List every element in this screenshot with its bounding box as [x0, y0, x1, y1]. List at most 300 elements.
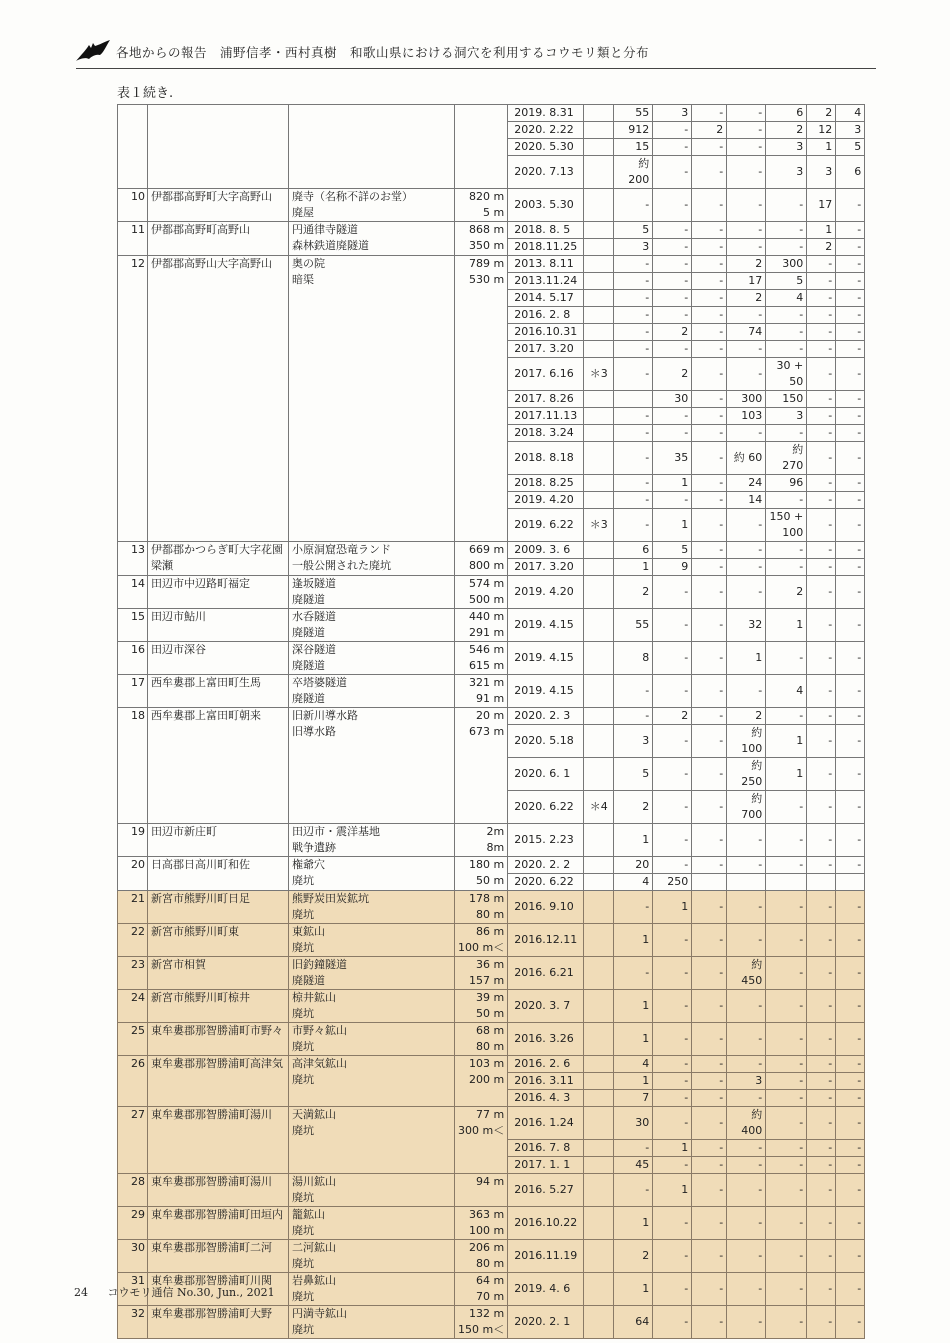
count-cell: -: [766, 324, 807, 341]
site-name-cell: [289, 675, 455, 708]
count-cell: -: [807, 324, 836, 341]
count-cell: -: [836, 1140, 865, 1157]
count-cell: -: [766, 891, 807, 924]
site-name-line: 旧釣鐘隧道: [292, 958, 347, 971]
survey-date-cell: 2016. 9.10: [508, 891, 584, 924]
count-cell: 2: [614, 791, 653, 824]
count-cell: -: [653, 408, 692, 425]
site-name-line: 椋井鉱山: [292, 991, 336, 1004]
count-cell: -: [807, 425, 836, 442]
altitude-length-line: 321 m: [469, 676, 505, 689]
count-cell: -: [807, 1207, 836, 1240]
altitude-length-cell: [455, 256, 508, 542]
count-cell: 35: [653, 442, 692, 475]
count-cell: -: [807, 609, 836, 642]
altitude-length-line: 789 m: [469, 257, 505, 270]
table-row: [118, 708, 865, 725]
count-cell: 1: [653, 475, 692, 492]
survey-date-cell: 2019. 4.15: [508, 609, 584, 642]
note-cell: [584, 408, 614, 425]
altitude-length-line: 178 m: [469, 892, 505, 905]
count-cell: -: [836, 391, 865, 408]
survey-date-cell: 2013.11.24: [508, 273, 584, 290]
count-cell: -: [807, 708, 836, 725]
count-cell: -: [692, 1240, 727, 1273]
bat-logo-icon: [76, 40, 110, 62]
altitude-length-line: 39 m: [476, 991, 505, 1004]
count-cell: 150: [766, 391, 807, 408]
count-cell: -: [766, 924, 807, 957]
table-row: [118, 891, 865, 924]
site-name-line: 廃寺（名称不詳のお堂）: [292, 190, 413, 203]
count-cell: -: [766, 341, 807, 358]
count-cell: -: [836, 891, 865, 924]
count-cell: -: [836, 239, 865, 256]
count-cell: -: [807, 1090, 836, 1107]
count-cell: -: [766, 990, 807, 1023]
survey-date-cell: 2017. 3.20: [508, 559, 584, 576]
count-cell: -: [727, 358, 766, 391]
table-caption: 表１続き.: [117, 86, 174, 101]
count-cell: -: [692, 675, 727, 708]
count-cell: -: [692, 542, 727, 559]
count-cell: -: [692, 509, 727, 542]
note-cell: [584, 891, 614, 924]
count-cell: -: [692, 1174, 727, 1207]
count-cell: 4: [614, 1056, 653, 1073]
survey-date-cell: 2016.11.19: [508, 1240, 584, 1273]
site-name-line: 水呑隧道: [292, 610, 336, 623]
count-cell: -: [692, 408, 727, 425]
location-cell: 田辺市中辺路町福定: [148, 576, 289, 609]
location-cell: 伊都郡高野町高野山: [148, 222, 289, 256]
altitude-length-cell: [455, 105, 508, 189]
count-cell: -: [766, 425, 807, 442]
survey-date-cell: 2017. 3.20: [508, 341, 584, 358]
note-cell: [584, 139, 614, 156]
note-cell: [584, 105, 614, 122]
site-name-line: 廃坑: [292, 1073, 314, 1086]
count-cell: -: [653, 307, 692, 324]
count-cell: 3: [766, 408, 807, 425]
note-cell: [584, 307, 614, 324]
count-cell: -: [614, 891, 653, 924]
survey-date-cell: 2018. 8. 5: [508, 222, 584, 239]
count-cell: 3: [766, 139, 807, 156]
count-cell: -: [614, 324, 653, 341]
count-cell: 1: [614, 1273, 653, 1306]
altitude-length-line: 64 m: [476, 1274, 505, 1287]
survey-date-cell: 2017.11.13: [508, 408, 584, 425]
count-cell: -: [614, 957, 653, 990]
survey-date-cell: 2020. 6.22: [508, 791, 584, 824]
count-cell: -: [727, 1306, 766, 1339]
site-name-cell: [289, 1207, 455, 1240]
count-cell: 32: [727, 609, 766, 642]
count-cell: 4: [614, 874, 653, 891]
count-cell: -: [614, 509, 653, 542]
count-cell: -: [692, 105, 727, 122]
altitude-length-line: 2m: [486, 825, 505, 838]
count-cell: 1: [766, 609, 807, 642]
count-cell: -: [807, 290, 836, 307]
count-cell: -: [836, 824, 865, 857]
survey-date-cell: 2018. 3.24: [508, 425, 584, 442]
count-cell: -: [653, 758, 692, 791]
count-cell: -: [807, 1306, 836, 1339]
count-cell: -: [766, 1090, 807, 1107]
count-cell: -: [727, 105, 766, 122]
count-cell: -: [836, 609, 865, 642]
count-cell: -: [766, 957, 807, 990]
site-name-cell: [289, 1056, 455, 1107]
site-name-cell: [289, 857, 455, 891]
count-cell: -: [766, 1140, 807, 1157]
table-row: [118, 1207, 865, 1240]
page-footer: [74, 1284, 275, 1300]
note-cell: [584, 156, 614, 189]
note-cell: [584, 542, 614, 559]
count-cell: -: [692, 1107, 727, 1140]
row-number-cell: 11: [118, 222, 148, 256]
survey-date-cell: 2016. 2. 6: [508, 1056, 584, 1073]
count-cell: 約 270: [766, 442, 807, 475]
count-cell: 17: [807, 189, 836, 222]
site-name-cell: [289, 189, 455, 222]
altitude-length-line: 50 m: [476, 874, 505, 887]
note-cell: [584, 290, 614, 307]
journal-name: コウモリ通信 No.30, Jun., 2021: [107, 1286, 275, 1299]
site-name-cell: [289, 222, 455, 256]
site-name-line: 市野々鉱山: [292, 1024, 347, 1037]
count-cell: -: [727, 1207, 766, 1240]
count-cell: -: [836, 324, 865, 341]
count-cell: -: [653, 642, 692, 675]
site-name-line: 奥の院: [292, 257, 325, 270]
note-cell: [584, 492, 614, 509]
site-name-cell: [289, 708, 455, 824]
count-cell: 2: [653, 358, 692, 391]
count-cell: -: [807, 1240, 836, 1273]
location-cell: 東牟婁郡那智勝浦町湯川: [148, 1107, 289, 1174]
count-cell: -: [807, 725, 836, 758]
table-row: [118, 642, 865, 675]
count-cell: -: [653, 290, 692, 307]
site-name-line: 天満鉱山: [292, 1108, 336, 1121]
count-cell: -: [836, 1157, 865, 1174]
count-cell: -: [727, 307, 766, 324]
count-cell: -: [836, 475, 865, 492]
survey-date-cell: 2020. 5.30: [508, 139, 584, 156]
site-name-line: 旧導水路: [292, 725, 336, 738]
note-cell: [584, 1174, 614, 1207]
site-name-line: 廃隧道: [292, 974, 325, 987]
altitude-length-cell: [455, 1023, 508, 1056]
count-cell: -: [727, 542, 766, 559]
altitude-length-line: 574 m: [469, 577, 505, 590]
count-cell: -: [692, 391, 727, 408]
survey-date-cell: 2016. 7. 8: [508, 1140, 584, 1157]
count-cell: -: [766, 542, 807, 559]
count-cell: -: [836, 708, 865, 725]
count-cell: -: [807, 273, 836, 290]
count-cell: -: [692, 957, 727, 990]
altitude-length-line: 820 m: [469, 190, 505, 203]
altitude-length-line: 180 m: [469, 858, 505, 871]
count-cell: 約 400: [727, 1107, 766, 1140]
count-cell: -: [836, 1056, 865, 1073]
altitude-length-line: 868 m: [469, 223, 505, 236]
site-name-line: 森林鉄道廃隧道: [292, 239, 369, 252]
count-cell: -: [766, 642, 807, 675]
table-row: [118, 990, 865, 1023]
count-cell: -: [836, 1107, 865, 1140]
count-cell: -: [653, 425, 692, 442]
count-cell: -: [836, 290, 865, 307]
header-title: 各地からの報告 浦野信孝・西村真樹 和歌山県における洞穴を利用するコウモリ類と分布: [116, 45, 650, 60]
count-cell: [766, 874, 807, 891]
site-name-line: 小原洞窟恐竜ランド: [292, 543, 391, 556]
survey-date-cell: 2020. 3. 7: [508, 990, 584, 1023]
count-cell: -: [807, 1107, 836, 1140]
survey-date-cell: 2014. 5.17: [508, 290, 584, 307]
count-cell: -: [614, 273, 653, 290]
count-cell: -: [836, 1273, 865, 1306]
count-cell: -: [692, 990, 727, 1023]
survey-date-cell: 2017. 6.16: [508, 358, 584, 391]
location-cell: 東牟婁郡那智勝浦町田垣内: [148, 1207, 289, 1240]
site-name-line: 戦争遺跡: [292, 841, 336, 854]
table-row: [118, 105, 865, 122]
count-cell: -: [807, 559, 836, 576]
count-cell: -: [692, 1140, 727, 1157]
count-cell: -: [653, 1090, 692, 1107]
altitude-length-line: 363 m: [469, 1208, 505, 1221]
site-name-line: 廃隧道: [292, 659, 325, 672]
count-cell: 3: [807, 156, 836, 189]
count-cell: -: [692, 609, 727, 642]
location-cell: 伊都郡かつらぎ町大字花園 梁瀬: [148, 542, 289, 576]
survey-date-cell: 2019. 4. 6: [508, 1273, 584, 1306]
count-cell: 1: [614, 1023, 653, 1056]
survey-date-cell: 2019. 6.22: [508, 509, 584, 542]
count-cell: -: [836, 957, 865, 990]
count-cell: -: [653, 139, 692, 156]
survey-date-cell: 2016. 2. 8: [508, 307, 584, 324]
survey-date-cell: 2020. 6.22: [508, 874, 584, 891]
count-cell: -: [614, 189, 653, 222]
site-name-line: 円満寺鉱山: [292, 1307, 347, 1320]
location-cell: 西牟婁郡上富田町朝来: [148, 708, 289, 824]
count-cell: 912: [614, 122, 653, 139]
note-cell: [584, 924, 614, 957]
count-cell: -: [727, 341, 766, 358]
count-cell: -: [653, 222, 692, 239]
count-cell: -: [836, 857, 865, 874]
note-cell: [584, 256, 614, 273]
count-cell: -: [692, 139, 727, 156]
count-cell: 1: [614, 1073, 653, 1090]
count-cell: 8: [614, 642, 653, 675]
altitude-length-line: 100 m＜: [458, 941, 505, 954]
count-cell: 6: [766, 105, 807, 122]
count-cell: -: [836, 542, 865, 559]
location-cell: 東牟婁郡那智勝浦町湯川: [148, 1174, 289, 1207]
survey-date-cell: 2013. 8.11: [508, 256, 584, 273]
altitude-length-line: 94 m: [476, 1175, 505, 1188]
site-name-cell: [289, 1174, 455, 1207]
row-number-cell: 12: [118, 256, 148, 542]
count-cell: 1: [727, 642, 766, 675]
survey-date-cell: 2020. 2. 1: [508, 1306, 584, 1339]
row-number-cell: 20: [118, 857, 148, 891]
survey-date-cell: 2016. 3.26: [508, 1023, 584, 1056]
altitude-length-line: 132 m: [469, 1307, 505, 1320]
note-cell: [584, 324, 614, 341]
location-cell: 新宮市熊野川町椋井: [148, 990, 289, 1023]
site-name-cell: [289, 609, 455, 642]
count-cell: -: [807, 791, 836, 824]
count-cell: -: [692, 324, 727, 341]
count-cell: -: [807, 824, 836, 857]
table-row: [118, 222, 865, 239]
altitude-length-line: 8m: [486, 841, 505, 854]
count-cell: -: [614, 256, 653, 273]
survey-date-cell: 2016. 1.24: [508, 1107, 584, 1140]
count-cell: -: [766, 1273, 807, 1306]
count-cell: -: [836, 576, 865, 609]
count-cell: -: [836, 408, 865, 425]
count-cell: -: [614, 475, 653, 492]
site-name-cell: [289, 1023, 455, 1056]
count-cell: -: [653, 492, 692, 509]
count-cell: -: [807, 576, 836, 609]
altitude-length-cell: [455, 642, 508, 675]
count-cell: 3: [836, 122, 865, 139]
site-name-line: 廃坑: [292, 874, 314, 887]
count-cell: -: [653, 609, 692, 642]
note-cell: [584, 725, 614, 758]
count-cell: -: [807, 675, 836, 708]
note-cell: [584, 425, 614, 442]
count-cell: -: [653, 273, 692, 290]
altitude-length-line: 440 m: [469, 610, 505, 623]
count-cell: -: [692, 1056, 727, 1073]
count-cell: 5: [614, 758, 653, 791]
count-cell: 約 700: [727, 791, 766, 824]
count-cell: 3: [727, 1073, 766, 1090]
location-cell: 伊都郡高野山大字高野山: [148, 256, 289, 542]
altitude-length-line: 80 m: [476, 1257, 505, 1270]
count-cell: [614, 391, 653, 408]
survey-date-cell: 2020. 2. 3: [508, 708, 584, 725]
site-name-line: 廃坑: [292, 908, 314, 921]
count-cell: -: [653, 1240, 692, 1273]
count-cell: -: [766, 1157, 807, 1174]
count-cell: -: [807, 1273, 836, 1306]
count-cell: -: [727, 1140, 766, 1157]
altitude-length-cell: [455, 824, 508, 857]
altitude-length-cell: [455, 957, 508, 990]
row-number-cell: 23: [118, 957, 148, 990]
count-cell: 24: [727, 475, 766, 492]
count-cell: 2: [807, 105, 836, 122]
row-number-cell: 17: [118, 675, 148, 708]
altitude-length-line: 206 m: [469, 1241, 505, 1254]
location-cell: 新宮市熊野川町日足: [148, 891, 289, 924]
site-name-line: 廃隧道: [292, 692, 325, 705]
count-cell: 6: [836, 156, 865, 189]
count-cell: -: [653, 857, 692, 874]
note-cell: [584, 708, 614, 725]
count-cell: -: [653, 256, 692, 273]
note-cell: [584, 990, 614, 1023]
location-cell: 田辺市新庄町: [148, 824, 289, 857]
count-cell: -: [727, 675, 766, 708]
count-cell: -: [692, 1273, 727, 1306]
altitude-length-line: 157 m: [469, 974, 505, 987]
survey-date-cell: 2020. 2.22: [508, 122, 584, 139]
count-cell: -: [766, 824, 807, 857]
site-name-cell: [289, 957, 455, 990]
altitude-length-cell: [455, 924, 508, 957]
count-cell: -: [836, 358, 865, 391]
count-cell: 1: [614, 924, 653, 957]
location-cell: 東牟婁郡那智勝浦町市野々: [148, 1023, 289, 1056]
count-cell: -: [807, 408, 836, 425]
site-name-line: 廃坑: [292, 1323, 314, 1336]
location-cell: 田辺市深谷: [148, 642, 289, 675]
note-cell: [584, 1023, 614, 1056]
altitude-length-cell: [455, 1174, 508, 1207]
count-cell: -: [692, 1023, 727, 1056]
site-name-line: 廃坑: [292, 1257, 314, 1270]
table-row: [118, 1240, 865, 1273]
site-name-line: 廃坑: [292, 1007, 314, 1020]
count-cell: 3: [653, 105, 692, 122]
site-name-cell: [289, 990, 455, 1023]
count-cell: -: [766, 1306, 807, 1339]
altitude-length-line: 77 m: [476, 1108, 505, 1121]
altitude-length-cell: [455, 1306, 508, 1339]
site-name-cell: [289, 824, 455, 857]
count-cell: 3: [614, 725, 653, 758]
row-number-cell: 32: [118, 1306, 148, 1339]
site-name-line: 高津気鉱山: [292, 1057, 347, 1070]
location-cell: 東牟婁郡那智勝浦町川関: [148, 1273, 289, 1306]
count-cell: -: [836, 1207, 865, 1240]
altitude-length-cell: [455, 708, 508, 824]
count-cell: 250: [653, 874, 692, 891]
survey-date-cell: 2018.11.25: [508, 239, 584, 256]
note-cell: [584, 874, 614, 891]
count-cell: -: [766, 239, 807, 256]
count-cell: 1: [614, 1207, 653, 1240]
site-name-cell: [289, 105, 455, 189]
count-cell: -: [766, 307, 807, 324]
site-name-line: 一般公開された廃坑: [292, 559, 391, 572]
site-name-line: 廃屋: [292, 206, 314, 219]
count-cell: 96: [766, 475, 807, 492]
count-cell: [692, 874, 727, 891]
survey-date-cell: 2019. 4.15: [508, 642, 584, 675]
site-name-line: 円通律寺隧道: [292, 223, 358, 236]
table-row: [118, 857, 865, 874]
site-name-line: 廃坑: [292, 941, 314, 954]
count-cell: -: [692, 725, 727, 758]
count-cell: -: [692, 559, 727, 576]
count-cell: 5: [614, 222, 653, 239]
